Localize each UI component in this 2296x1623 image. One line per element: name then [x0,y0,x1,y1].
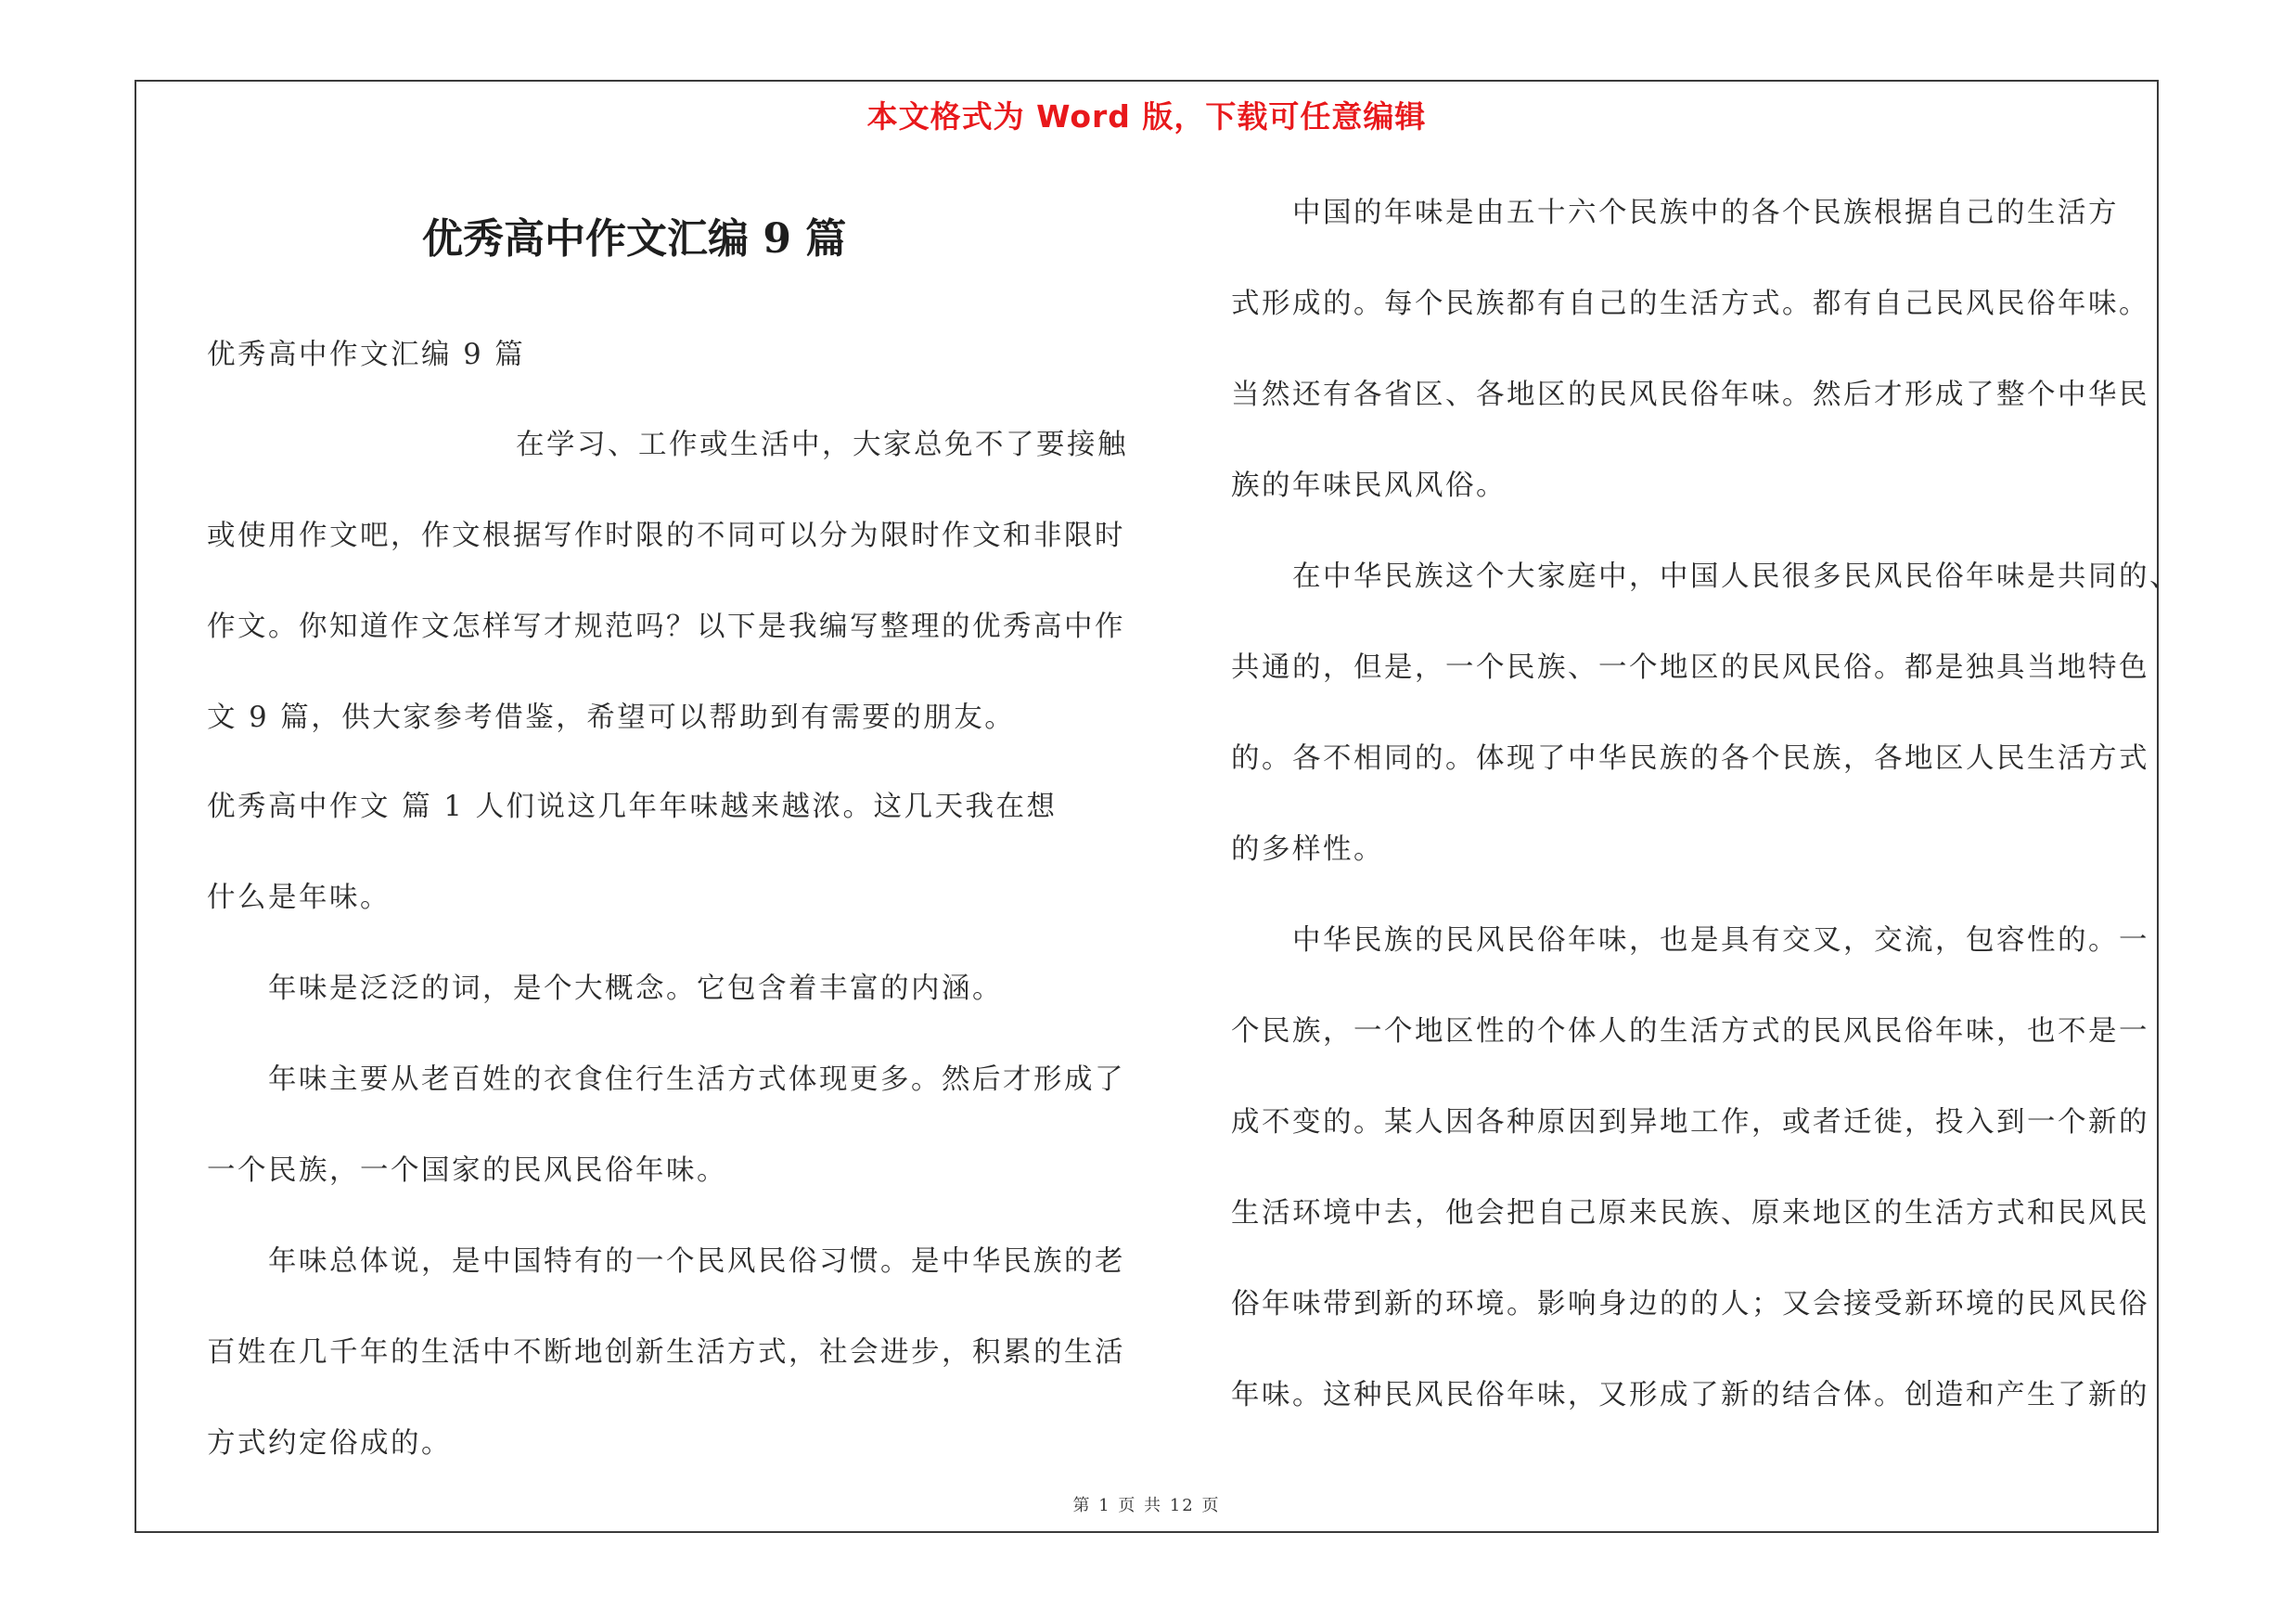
page-frame [135,80,2180,1533]
paragraph-line: 成不变的。某人因各种原因到异地工作，或者迁徙，投入到一个新的 [1231,1106,2149,1139]
paragraph-line: 或使用作文吧，作文根据写作时限的不同可以分为限时作文和非限时 [207,520,1125,552]
paragraph-line: 文 9 篇，供大家参考借鉴，希望可以帮助到有需要的朋友。 [207,702,1016,734]
format-banner: 本文格式为 Word 版，下载可任意编辑 [866,98,1427,135]
paragraph-line: 个民族，一个地区性的个体人的生活方式的民风民俗年味，也不是一 [1231,1015,2149,1048]
paragraph-line: 中华民族的民风民俗年味，也是具有交叉，交流，包容性的。一 [1292,924,2149,957]
paragraph-line: 在中华民族这个大家庭中，中国人民很多民风民俗年味是共同的、 [1292,560,2180,593]
paragraph-line: 在学习、工作或生活中，大家总免不了要接触 [516,429,1128,461]
paragraph-line: 的。各不相同的。体现了中华民族的各个民族，各地区人民生活方式 [1231,742,2149,775]
paragraph-line: 方式约定俗成的。 [207,1427,452,1460]
paragraph-line: 中国的年味是由五十六个民族中的各个民族根据自己的生活方 [1292,197,2119,229]
paragraph-line: 俗年味带到新的环境。影响身边的的人；又会接受新环境的民风民俗 [1231,1288,2149,1320]
paragraph-line: 共通的，但是，一个民族、一个地区的民风民俗。都是独具当地特色 [1231,651,2149,684]
paragraph-line: 的多样性。 [1231,833,1384,866]
paragraph-line: 年味。这种民风民俗年味，又形成了新的结合体。创造和产生了新的 [1231,1379,2149,1411]
paragraph-line: 生活环境中去，他会把自己原来民族、原来地区的生活方式和民风民 [1231,1197,2149,1230]
paragraph-line: 作文。你知道作文怎样写才规范吗？以下是我编写整理的优秀高中作 [207,611,1125,643]
paragraph-line: 优秀高中作文汇编 9 篇 [207,339,526,371]
paragraph-line: 式形成的。每个民族都有自己的生活方式。都有自己民风民俗年味。 [1231,288,2149,320]
paragraph-line: 年味主要从老百姓的衣食住行生活方式体现更多。然后才形成了 [268,1063,1125,1096]
paragraph-line: 当然还有各省区、各地区的民风民俗年味。然后才形成了整个中华民 [1231,379,2149,411]
paragraph-line: 年味是泛泛的词，是个大概念。它包含着丰富的内涵。 [268,973,1003,1005]
paragraph-line: 什么是年味。 [207,882,391,914]
document-title: 优秀高中作文汇编 9 篇 [422,215,847,263]
paragraph-line: 百姓在几千年的生活中不断地创新生活方式，社会进步，积累的生活 [207,1336,1125,1369]
paragraph-line: 年味总体说，是中国特有的一个民风民俗习惯。是中华民族的老 [268,1245,1125,1278]
paragraph-line: 一个民族，一个国家的民风民俗年味。 [207,1154,727,1187]
paragraph-line: 族的年味民风风俗。 [1231,470,1507,502]
page-number: 第 1 页 共 12 页 [1072,1496,1221,1515]
paragraph-line: 优秀高中作文 篇 1 人们说这几年年味越来越浓。这几天我在想 [207,791,1058,823]
